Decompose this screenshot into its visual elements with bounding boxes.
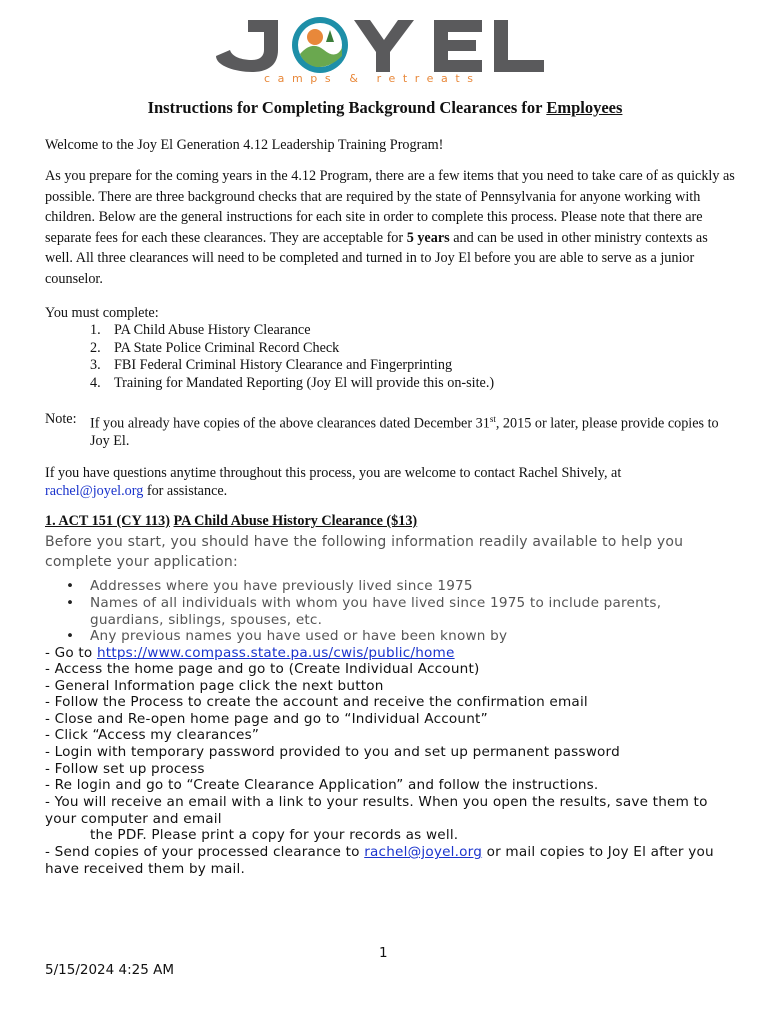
page-title: Instructions for Completing Background Clearances for Employees xyxy=(147,98,623,117)
step: - Follow set up process xyxy=(45,761,205,777)
send-step: - Send copies of your processed clearance to rachel@joyel.org or mail copies to Joy El after you have received them by mail. xyxy=(45,844,714,877)
step: - General Information page click the next button xyxy=(45,678,384,694)
goto-step: - Go to https://www.compass.state.pa.us/cwis/public/home xyxy=(45,645,455,661)
section1-before: Before you start, you should have the following information readily available to help you complete your application: xyxy=(45,534,684,570)
list-item: Addresses where you have previously lived since 1975 xyxy=(90,578,473,594)
compass-link[interactable]: https://www.compass.state.pa.us/cwis/public/home xyxy=(96,645,455,661)
step: - Follow the Process to create the account and receive the confirmation email xyxy=(45,694,588,710)
section1-heading: 1. ACT 151 (CY 113) PA Child Abuse History Clearance ($13) xyxy=(45,513,418,529)
send-email-link[interactable]: rachel@joyel.org xyxy=(364,844,483,860)
timestamp: 5/15/2024 4:25 AM xyxy=(45,962,175,978)
joy-el-logo xyxy=(212,10,552,84)
results-step-cont: the PDF. Please print a copy for your records as well. xyxy=(90,827,459,843)
intro-bold: 5 years xyxy=(406,229,450,246)
list-item: Any previous names you have used or have been known by xyxy=(90,628,508,644)
intro-paragraph: As you prepare for the coming years in the 4.12 Program, there are a few items that you need to take care of as quickly as possible. There are three background checks that are required by the state of Pennsylvania for anyone working with children. Below are the general instructions for each site in order to complete this process. Please note that there are separate fees for each these clearances. They are acceptable for 5 years and can be used in other ministry contexts as well. All three clearances will need to be completed and turned in to Joy El before you are able to serve as a junior counselor. xyxy=(45,168,735,287)
step: - Re login and go to “Create Clearance Application” and follow the instructions. xyxy=(45,777,599,793)
page-number: 1 xyxy=(379,945,388,961)
note-text: If you already have copies of the above clearances dated December 31st, 2015 or later, please provide copies to Joy El. xyxy=(90,414,719,450)
step: - Click “Access my clearances” xyxy=(45,727,260,743)
step: - Login with temporary password provided to you and set up permanent password xyxy=(45,744,620,760)
step: - Access the home page and go to (Create Individual Account) xyxy=(45,661,480,677)
note-label: Note: xyxy=(45,411,77,427)
welcome-text: Welcome to the Joy El Generation 4.12 Leadership Training Program! xyxy=(45,137,444,153)
results-step: - You will receive an email with a link to your results. When you open the results, save them to your computer and email xyxy=(45,794,708,827)
list-item: Names of all individuals with whom you have lived since 1975 to include parents, guardians, siblings, spouses, etc. xyxy=(90,595,662,628)
contact-email-link[interactable]: rachel@joyel.org xyxy=(45,482,144,499)
title-emphasis: Employees xyxy=(546,98,623,117)
must-complete-heading: You must complete: xyxy=(45,305,159,321)
step: - Close and Re-open home page and go to “Individual Account” xyxy=(45,711,488,727)
logo-tagline: camps & retreats xyxy=(264,72,481,84)
contact-text: If you have questions anytime throughout this process, you are welcome to contact Rachel Shively, at rachel@joyel.org for assistance. xyxy=(45,465,622,499)
